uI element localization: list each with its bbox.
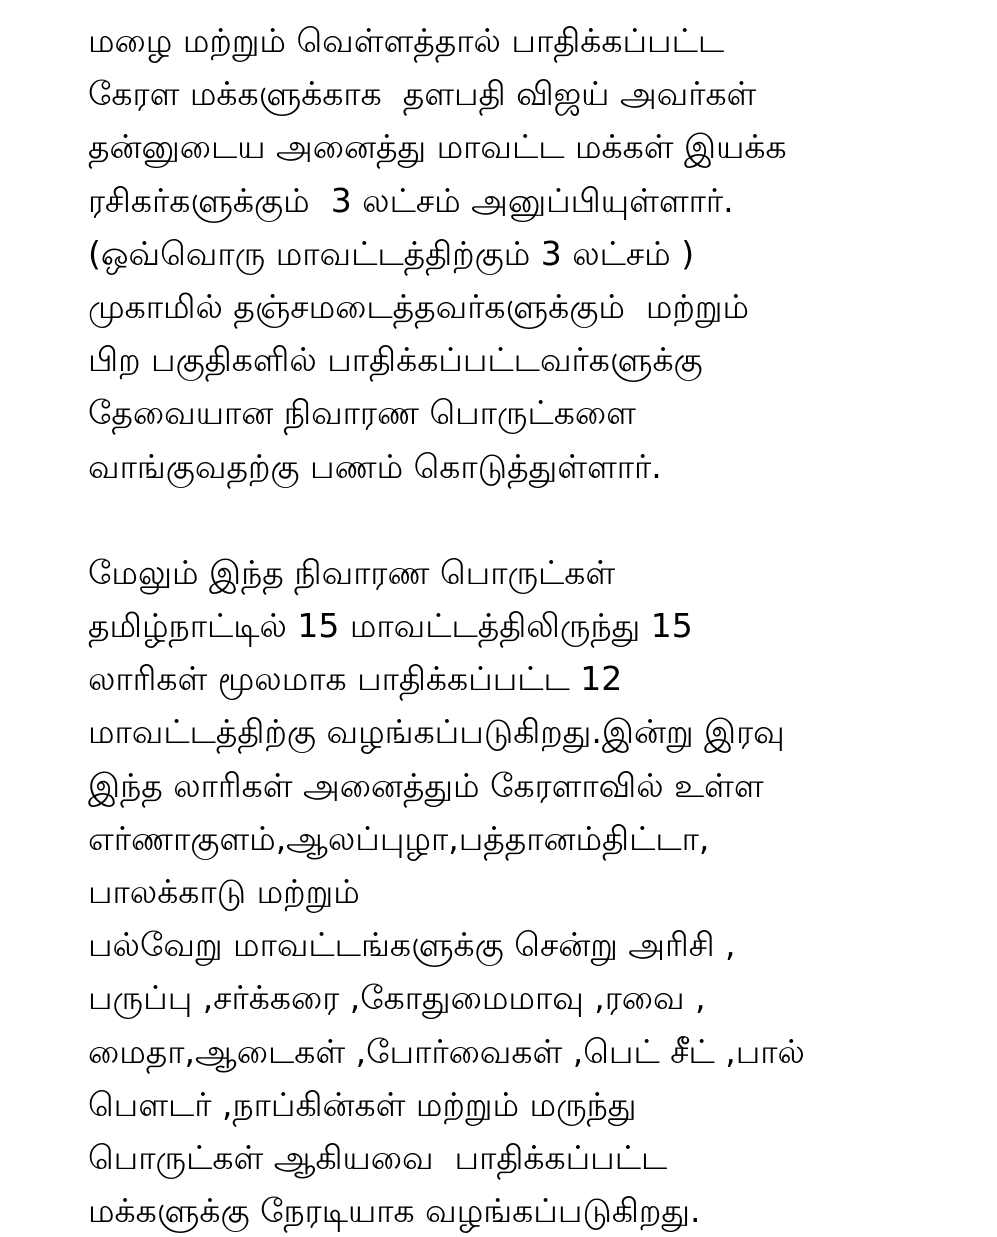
text-line: மக்களுக்கு நேரடியாக வழங்கப்படுகிறது.	[88, 1191, 701, 1231]
text-line: பிற பகுதிகளில் பாதிக்கப்பட்டவர்களுக்கு	[88, 340, 703, 380]
text-line: வாங்குவதற்கு பணம் கொடுத்துள்ளார்.	[88, 446, 662, 486]
text-line: பாலக்காடு மற்றும்	[88, 872, 360, 911]
document-body	[88, 14, 988, 1237]
paragraph-spacer	[88, 493, 988, 546]
text-line: பொருட்கள் ஆகியவை பாதிக்கப்பட்ட	[88, 1137, 668, 1177]
text-line: மாவட்டத்திற்கு வழங்கப்படுகிறது.இன்று இரவு	[88, 712, 785, 752]
text-line: தன்னுடைய அனைத்து மாவட்ட மக்கள் இயக்க	[88, 127, 787, 167]
text-line: லாரிகள் மூலமாக பாதிக்கப்பட்ட 12	[88, 659, 623, 699]
text-line: தேவையான நிவாரண பொருட்களை	[88, 393, 636, 433]
text-line: மழை மற்றும் வெள்ளத்தால் பாதிக்கப்பட்ட	[88, 21, 725, 60]
text-line: எர்ணாகுளம்,ஆலப்புழா,பத்தானம்திட்டா,	[88, 818, 710, 858]
text-line: கேரள மக்களுக்காக தளபதி விஜய் அவர்கள்	[88, 74, 757, 114]
text-line: (ஒவ்வொரு மாவட்டத்திற்கும் 3 லட்சம் )	[88, 233, 695, 273]
text-line: மேலும் இந்த நிவாரண பொருட்கள்	[88, 552, 616, 592]
text-line: பல்வேறு மாவட்டங்களுக்கு சென்று அரிசி ,	[88, 925, 736, 965]
paragraph-1	[88, 14, 988, 493]
text-line: ரசிகர்களுக்கும் 3 லட்சம் அனுப்பியுள்ளார்.	[88, 180, 734, 220]
text-line: பருப்பு ,சர்க்கரை ,கோதுமைமாவு ,ரவை ,	[88, 978, 706, 1018]
text-line: மைதா,ஆடைகள் ,போர்வைகள் ,பெட் சீட் ,பால்	[88, 1031, 805, 1071]
text-line: இந்த லாரிகள் அனைத்தும் கேரளாவில் உள்ள	[88, 765, 764, 805]
text-line: முகாமில் தஞ்சமடைத்தவர்களுக்கும் மற்றும்	[88, 286, 750, 326]
text-line: தமிழ்நாட்டில் 15 மாவட்டத்திலிருந்து 15	[88, 606, 693, 646]
text-line: பௌடர் ,நாப்கின்கள் மற்றும் மருந்து	[88, 1084, 637, 1124]
paragraph-2	[88, 546, 988, 1237]
